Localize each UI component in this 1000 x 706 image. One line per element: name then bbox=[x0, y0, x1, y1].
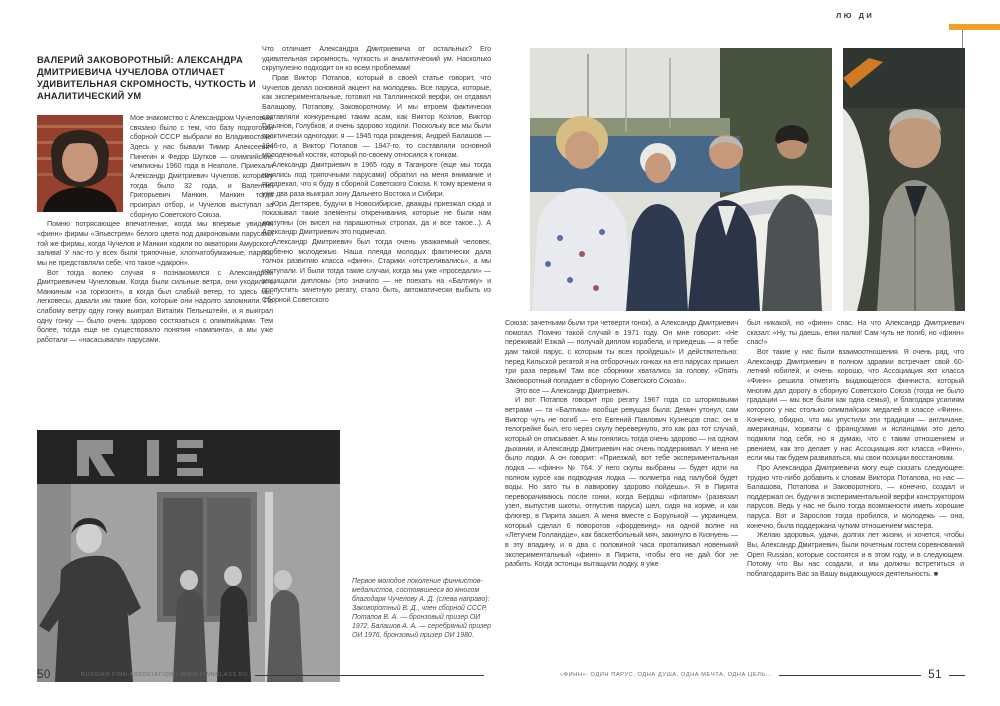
footer-rule bbox=[255, 675, 484, 676]
paragraph: Желаю здоровья, удачи, долгих лет жизни, и хочется, чтобы Вы, Александр Дмитриевич, были почетным гостем соревнований Open Russian, которые состоятся и в этом году, и в следующем. Потому что Вы нас создали, и мы должны встретиться и поблагодарить Вас за Вашу выдающуюся деятельность. ■ bbox=[747, 530, 964, 579]
paragraph: Прав Виктор Потапов, который в своей статье говорит, что Чучелов делал основной акцент на молодежь. Все паруса, которые, как экспериментальные, готовил на Таллиннской верфи, он отдавал Балашову, Потапову, Заковоротному. И мы втроем фактически составляли конкуренцию таким асам, как Виктор Козлов, Виктор Гурьянов, Голубков, и очень здорово ходили. Поскольку все мы были практически одногодки: я — 1945 года рождения, Андрей Балашов — 1946-го, а Виктор Потапов — 1947-го, то составляли основной молодежный костяк, который по-своему относился к гонкам. bbox=[262, 72, 491, 160]
accent-pole bbox=[962, 30, 963, 48]
article-headline: ВАЛЕРИЙ ЗАКОВОРОТНЫЙ: АЛЕКСАНДРА ДМИТРИЕВИЧА ЧУЧЕЛОВА ОТЛИЧАЕТ УДИВИТЕЛЬНАЯ СКРОМНОСТЬ, ЧУТКОСТЬ И АНАЛИТИЧЕСКИЙ УМ bbox=[37, 55, 256, 101]
footer-rule bbox=[779, 675, 921, 676]
paragraph: Что отличает Александра Дмитриевича от остальных? Его удивительная скромность, чуткость и аналитический ум. Насколько скрупулезно подходит он ко всем проблемам! bbox=[262, 44, 491, 73]
paragraph: И вот Потапов говорит про регату 1967 года со штормовыми ветрами — та «Балтика» вообще ревущая была: Демин утонул, сам Виктор чуть не погиб — его Евгений Павлович Кузнецов спас; он в телогрейке был, его через скулу перевернуло, это как раз тот случай, который он описывает. А мы гонялись тогда очень здорово — на одном дыхании, и Александр Дмитриевич нас очень поддерживал. У меня не было лодки. А он говорит: «Приезжай, вот тебе экспериментальная лодка — «финн» № 764. У него скулы выбраны — будет идти на полном курсе как подводная лодка — полметра над палубой будет воды. Но зато ты в лавировку здорово пойдешь». Я в Пирита переворачиваюсь после гонки, когда Бердаш «флагом» (развязал узел, выпустив шкоты, отпустив паруса) шел, сидя на корме, и как флюгер, в Пирита зашел. А меня вместе с Борулькой — украинцем, который сделал 6 поворотов «фордевинд» на одной волне на «Летучем Голландце», как баскетбольный мяч, закинуло в Кизнуень — в эту впадину, и я два с половиной часа проталкивал новенький экспериментальный «финн» в Пирита, чтобы его не дай бог не разбить. Когда эстонцы вытащили лодку, я уже bbox=[505, 395, 738, 569]
page-number-50: 50 bbox=[37, 669, 51, 681]
paragraph: Юра Дегтярев, будучи в Новосибирске, дважды приезжал сюда и показывал такие элементы откренивания, которые не были нам доступны (он висел на парашютных стропах, да и все такое...). А Александр Дмитриевич это подмечал. bbox=[262, 198, 491, 237]
paragraph: Александр Дмитриевич в 1965 году в Таганроге (еще мы тогда гонялись под тряпочными парусами) обратил на меня внимание и предрекал, что я буду в сборной Советского Союза. К тому времени я уже два раза выиграл зону Дальнего Востока и Сибири. bbox=[262, 159, 491, 198]
footer-rule bbox=[949, 675, 965, 676]
paragraph: Союза: зачетными были три четверти гонок), а Александр Дмитриевич помогал. Помню такой случай в 1971 году. Он мне говорит: «Не переживай! Езжай — получай диплом корабела, и приедешь — я тебе дам такой парус, с которым ты всех пройдешь!» И действительно: перед Кильской регатой я на отборочных гонках на его парусах пришел три раза первым! Там все сборники хватались за голову: «Опять Заковоротный попадает в сборную Советского Союза». bbox=[505, 318, 738, 385]
paragraph: Помню потрясающее впечатление, когда мы впервые увидели «финн» фирмы «Эльвстрем» белого цвета под дакроновыми парусами той же фирмы, когда Чучелов и Манкин ходили по акватории Амурского залива! У нас-то у всех были тряпочные, хлопчатобумажные, паруса, мы не представляли себе, что такое «дакрон». bbox=[37, 219, 273, 267]
chuchelov-portrait-photo bbox=[37, 115, 123, 212]
portrait-photo bbox=[843, 48, 965, 311]
left-column-1 bbox=[37, 113, 273, 433]
paragraph: Вот тогда волею случая я познакомился с Александром Дмитриевичем Чучеловым. Когда были сильные ветра, они уходили с Манкиным «за горизонт», а когда был слабый ветер, то здесь мы, легковесы, давали им такие бои, которые они надолго запомнили. По слабому ветру одну гонку выиграл Виталик Пельнштейн, и я выиграл одну гонку — было очень здорово состязаться с олимпийцами. Тем более, тогда еще не существовало понятия «пампинга», а мы уже работали — «насасывали» парусами. bbox=[37, 267, 273, 345]
footer-right bbox=[560, 669, 965, 681]
footer-left bbox=[37, 669, 491, 681]
footer-slogan-text: «ФИНН»: ОДИН ПАРУС, ОДНА ДУША, ОДНА МЕЧТА, ОДНА ЦЕЛЬ... bbox=[560, 672, 773, 678]
right-column-1 bbox=[505, 318, 738, 686]
paragraph: Мое знакомство с Александром Чучеловым связано было с тем, что базу подготовки сборной СССР выбрали во Владивостоке. Здесь у нас бывали Тимир Алексеевич Пинегин и Федор Шутков — олимпийские чемпионы 1960 года в Неаполе. Приехали Александр Дмитриевич Чучелов, которому тогда было 32 года, и Валентин Григорьевич Манкин. Манкин тогда проиграл отбор, и Чучелов выступал за сборную Советского Союза. bbox=[130, 113, 273, 219]
left-column-2 bbox=[262, 44, 491, 416]
paragraph: был никакой, но «финн» спас. На что Александр Дмитриевич сказал: «Ну, ты даешь, елки палки! Сам чуть не погиб, но «финн» спас!» bbox=[747, 318, 964, 347]
page-number-51: 51 bbox=[928, 669, 942, 681]
accent-bar bbox=[949, 24, 1000, 30]
footer-association-text: RUSSIAN FINN ASSOCIATION / WWW.FINNCLASS.RU bbox=[80, 672, 249, 678]
paragraph: Про Александра Дмитриевича могу еще сказать следующее: трудно что-либо добавить к словам Виктора Потапова, но нас — Балашова, Потапова и Заковоротного, — конечно, создал и поддержал он, будучи в экспериментальной верфи конструктором парусов. Ведь у нас не было тогда возможности иметь хорошие паруса. Вот и Зарослов тогда пробился, и молодежь — она, конечно, была поддержана чутким отношением мастера. bbox=[747, 462, 964, 530]
bw-group-photo bbox=[37, 430, 340, 682]
paragraph: Это все — Александр Дмитриевич. bbox=[515, 385, 630, 395]
right-column-2 bbox=[747, 318, 964, 658]
color-group-photo bbox=[530, 48, 832, 311]
paragraph: Александр Дмитриевич был тогда очень уважаемый человек, особенно молодежью. Наша плеяда молодых фактически дала толчок развитию класса «финн». Старики «отстреливались», а мы наступали. И были тогда такие случаи, когда мы уже «проседали» — защищали дипломы (это значило — не поехать на «Балтику» и пропустить зачетную регату, стало быть, автоматически выбыть из Сборной Советского bbox=[262, 237, 491, 305]
section-label: ЛЮ ДИ bbox=[836, 11, 875, 20]
paragraph: Вот такие у нас были взаимоотношения. Я очень рад, что Александр Дмитриевич в полном здравии встречает свой 60-летний юбилей, и очень хорошо, что Ассоциация яхт класса «Финн» решила отметить выдающегося финниста, который многим дал дорогу в сборную Советского Союза (тогда не было градации — мы все были как одна семья), и благодаря усилиям которого у нас столько олимпийских медалей в классе «Финн». Конечно, обидно, что мы упустили эти традиции — англичане, американцы, хорваты с французами и испанцами это дело подмяли под себя, но я думаю, что с таким отношением и рвением, как это делает у нас Ассоциация яхт класса «Финн», если мы так будем развиваться, мы свои позиции восстановим. bbox=[747, 346, 964, 463]
photo-caption: Первое молодое поколение финнистов-медалистов, состоявшееся во многом благодаря Чучелову А. Д. (слева направо): Заковоротный В. Д., член сборной СССР, Потапов В. А. — бронзовый призер ОИ 1972, Балашов А. А. — серебряный призер ОИ 1976, бронзовый призер ОИ 1980. bbox=[352, 578, 491, 639]
